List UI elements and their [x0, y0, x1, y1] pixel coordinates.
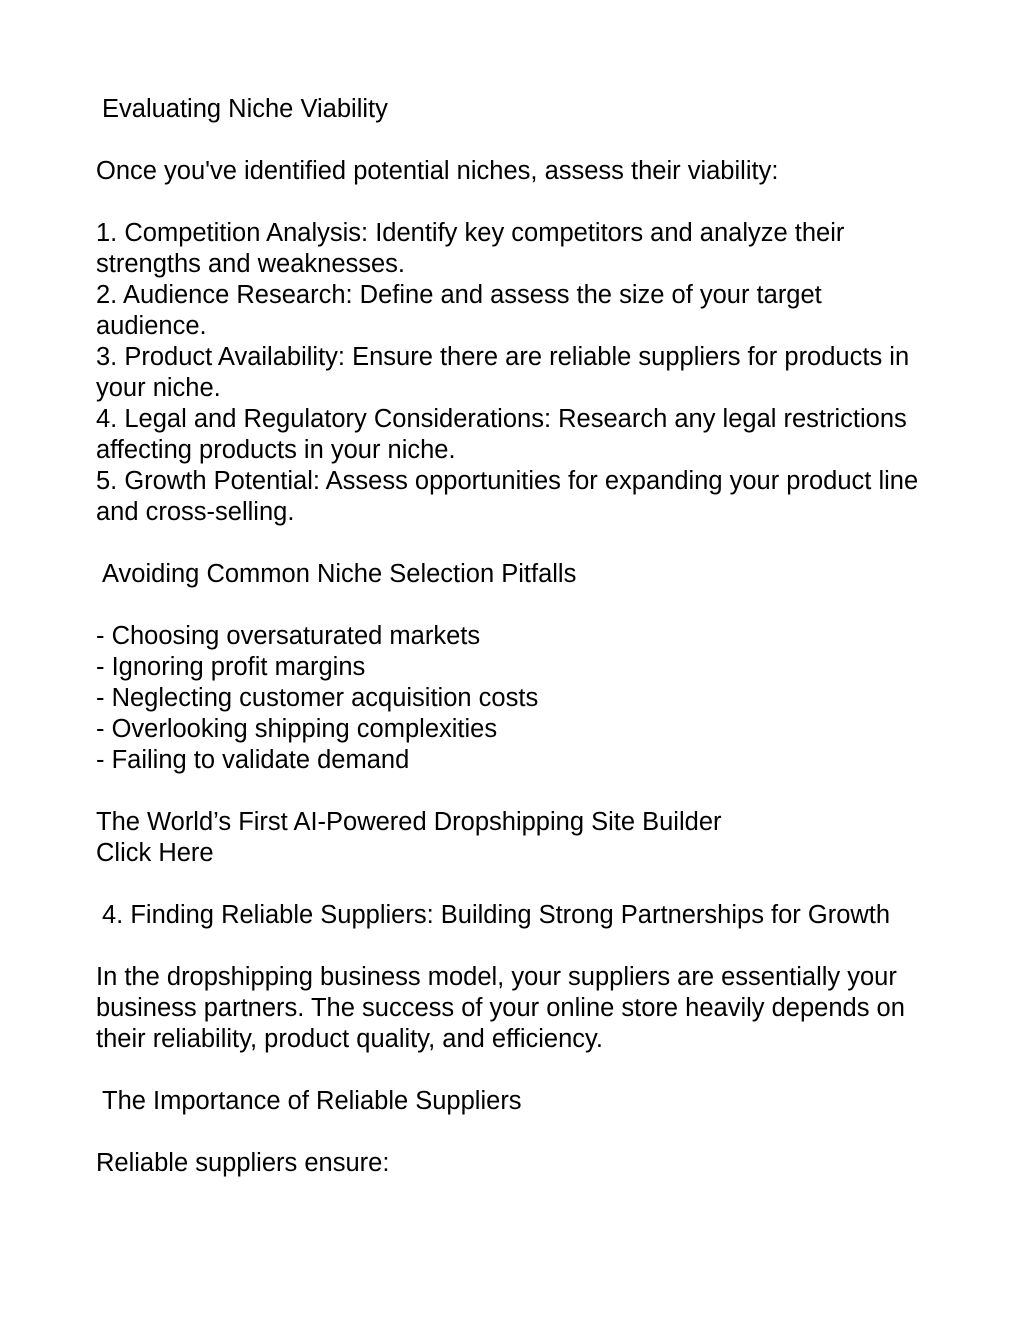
suppliers-intro: In the dropshipping business model, your suppliers are essentially your business partners. The success of your online store heavily depends on their reliability, product quality, and efficiency. [96, 963, 913, 1053]
section-heading-suppliers: 4. Finding Reliable Suppliers: Building Strong Partnerships for Growth [102, 901, 891, 929]
spacer [96, 187, 928, 218]
viability-item-audience: 2. Audience Research: Define and assess the size of your target audience. [96, 281, 829, 340]
spacer [96, 776, 928, 807]
pitfall-item: - Ignoring profit margins [96, 653, 366, 681]
promo-click-here-link[interactable]: Click Here [96, 839, 214, 867]
spacer [96, 869, 928, 900]
pitfall-item: - Neglecting customer acquisition costs [96, 684, 539, 712]
spacer [96, 1117, 928, 1148]
importance-intro: Reliable suppliers ensure: [96, 1149, 390, 1177]
viability-item-legal: 4. Legal and Regulatory Considerations: Research any legal restrictions affecting products in your niche. [96, 405, 914, 464]
section-heading-niche-viability: Evaluating Niche Viability [102, 95, 388, 123]
spacer [96, 1055, 928, 1086]
promo-title: The World’s First AI-Powered Dropshipping Site Builder [96, 808, 722, 836]
viability-intro: Once you've identified potential niches, assess their viability: [96, 157, 779, 185]
section-heading-importance: The Importance of Reliable Suppliers [102, 1087, 522, 1115]
spacer [96, 931, 928, 962]
document-body [96, 94, 928, 1179]
section-heading-pitfalls: Avoiding Common Niche Selection Pitfalls [102, 560, 577, 588]
pitfall-item: - Failing to validate demand [96, 746, 410, 774]
spacer [96, 125, 928, 156]
pitfall-item: - Overlooking shipping complexities [96, 715, 498, 743]
spacer [96, 590, 928, 621]
viability-item-growth: 5. Growth Potential: Assess opportunities for expanding your product line and cross-selling. [96, 467, 926, 526]
pitfall-item: - Choosing oversaturated markets [96, 622, 481, 650]
viability-item-product-availability: 3. Product Availability: Ensure there are reliable suppliers for products in your niche. [96, 343, 917, 402]
spacer [96, 528, 928, 559]
viability-item-competition: 1. Competition Analysis: Identify key competitors and analyze their strengths and weaknesses. [96, 219, 852, 278]
